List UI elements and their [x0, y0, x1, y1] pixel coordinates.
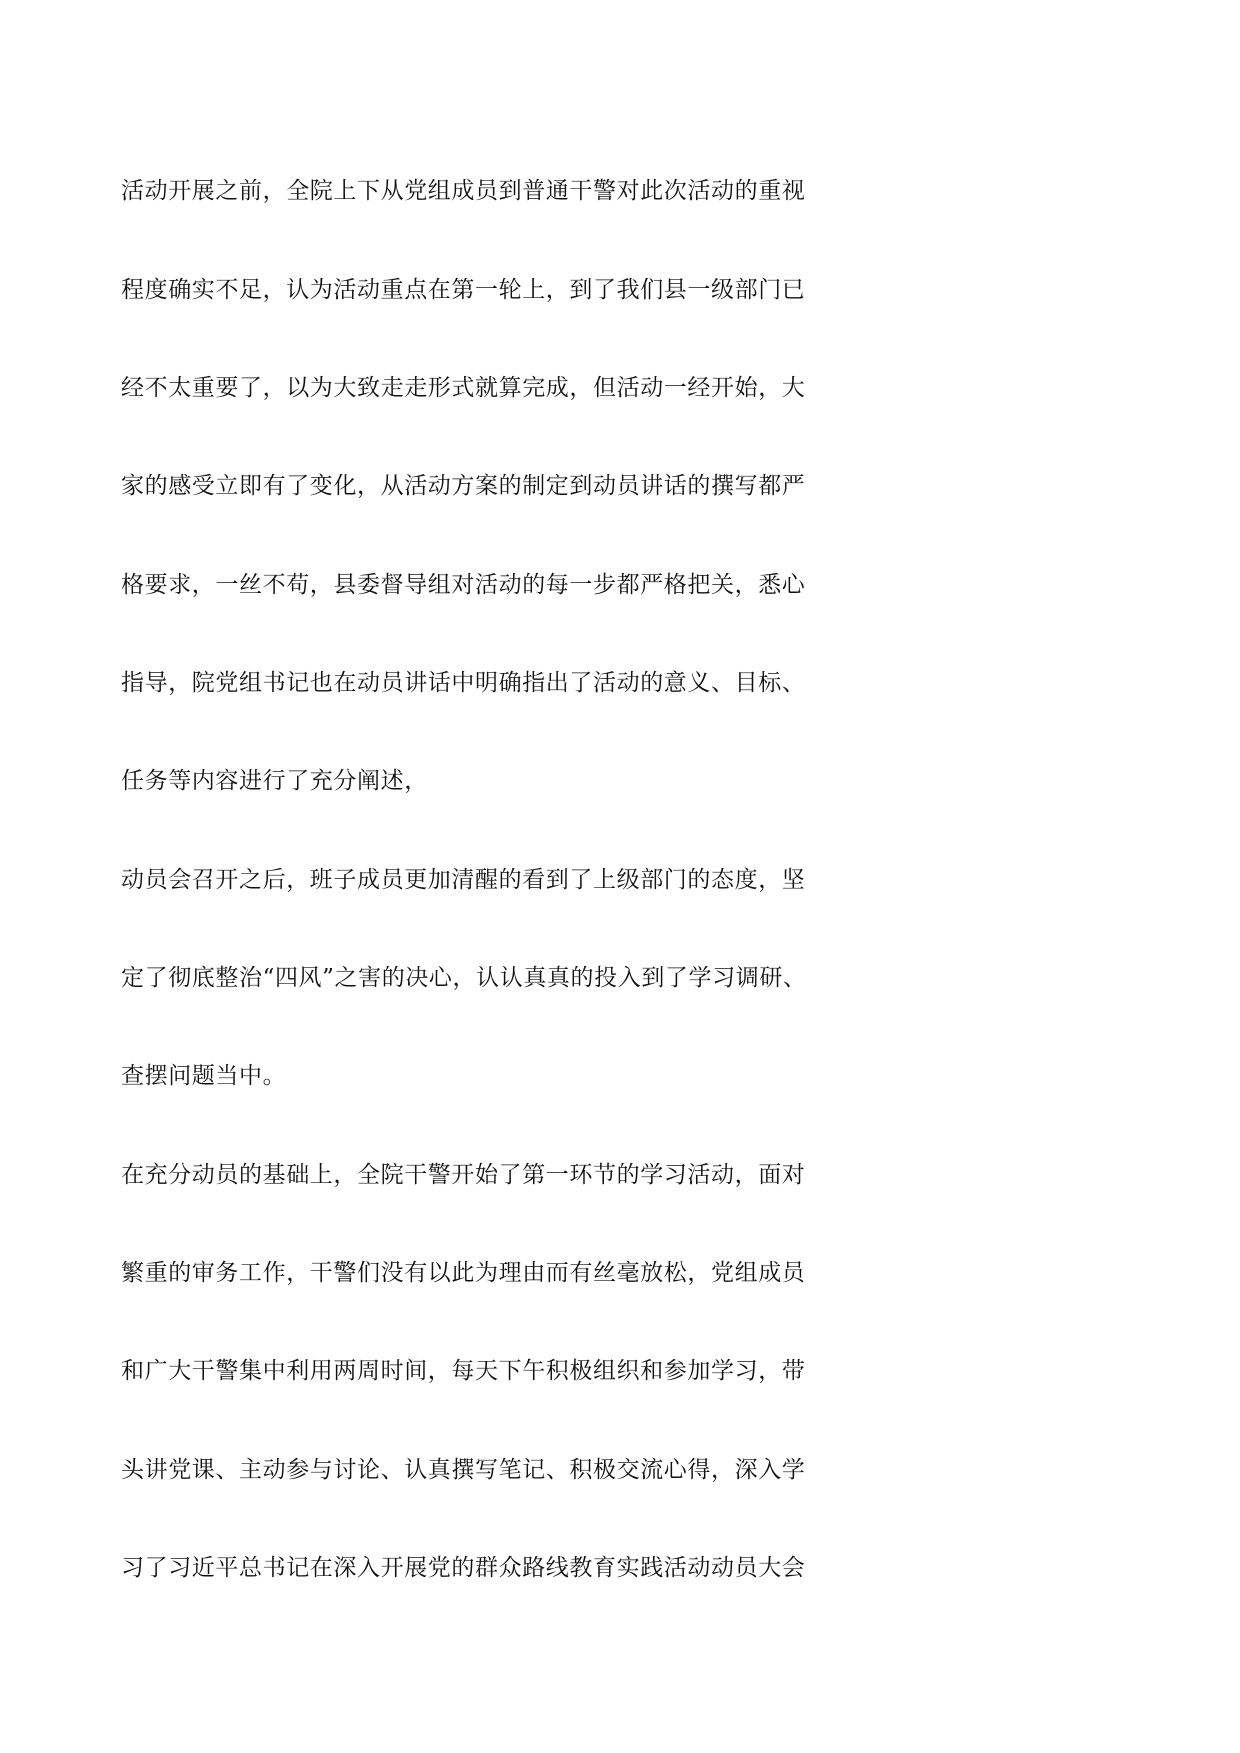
text-line: 格要求，一丝不苟，县委督导组对活动的每一步都严格把关，悉心: [121, 572, 806, 598]
text-line: 家的感受立即有了变化，从活动方案的制定到动员讲话的撰写都严: [121, 473, 806, 499]
text-line: 定了彻底整治“四风”之害的决心，认认真真的投入到了学习调研、: [121, 965, 807, 991]
text-line: 动员会召开之后，班子成员更加清醒的看到了上级部门的态度，坚: [121, 867, 806, 893]
text-line: 查摆问题当中。: [121, 1063, 287, 1089]
text-line: 经不太重要了，以为大致走走形式就算完成，但活动一经开始，大: [121, 375, 806, 401]
text-line: 繁重的审务工作，干警们没有以此为理由而有丝毫放松，党组成员: [121, 1260, 806, 1286]
text-line: 和广大干警集中利用两周时间，每天下午积极组织和参加学习，带: [121, 1358, 806, 1384]
text-line: 在充分动员的基础上，全院干警开始了第一环节的学习活动，面对: [121, 1162, 806, 1188]
text-line: 习了习近平总书记在深入开展党的群众路线教育实践活动动员大会: [121, 1555, 806, 1581]
text-line: 头讲党课、主动参与讨论、认真撰写笔记、积极交流心得，深入学: [121, 1457, 806, 1483]
text-line: 任务等内容进行了充分阐述，: [121, 768, 428, 794]
text-line: 活动开展之前，全院上下从党组成员到普通干警对此次活动的重视: [121, 178, 806, 204]
text-line: 指导，院党组书记也在动员讲话中明确指出了活动的意义、目标、: [121, 670, 806, 696]
text-line: 程度确实不足，认为活动重点在第一轮上，到了我们县一级部门已: [121, 277, 806, 303]
